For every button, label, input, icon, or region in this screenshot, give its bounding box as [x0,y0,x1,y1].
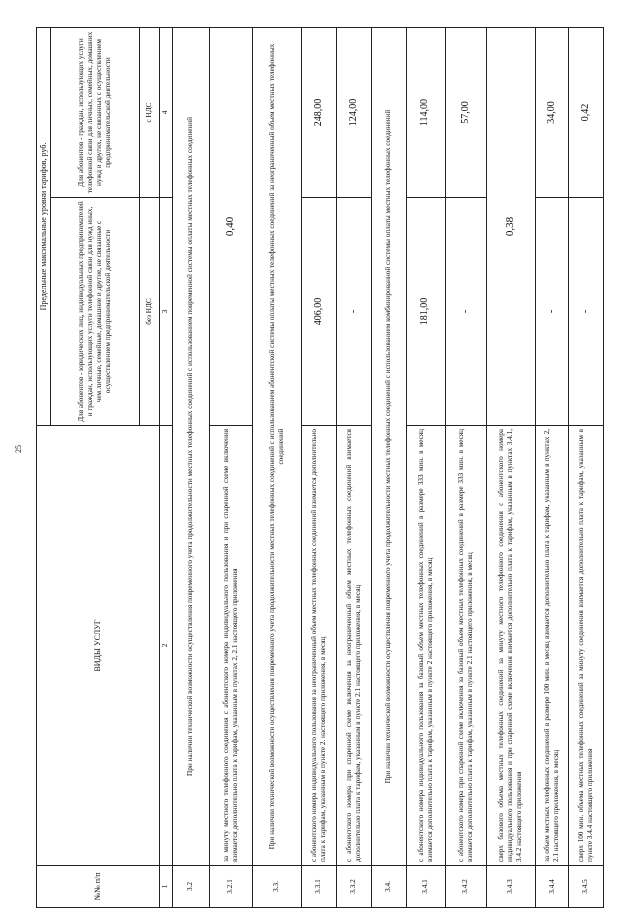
row-description: с абонентского номера при спаренной схеме включения за неограниченный объем местных телефонных соединений взимается дополнительно плата к тарифам, указанным в пункте 2.1 настоящего приложения, в месяц [336,426,371,866]
table-row-3-4-1 [406,28,445,908]
section-heading: При наличии технической возможности осуществления повременного учета продолжительности местных телефонных соединений с использованием абонентской системы оплаты местных телефонных соединений за неограниченный объем местных телефонных соединений [252,28,301,866]
table-row-3-4 [371,28,406,908]
row-number: 3.3.2 [336,866,371,908]
tariff-value-with-vat: 34,00 [536,28,569,198]
table-row-3-3-2 [336,28,371,908]
table-row-3-2 [172,28,209,908]
header-row-tariffs [37,28,51,908]
page-number: 25 [14,445,23,453]
row-number: 3.4.5 [568,866,603,908]
table-row-3-3 [252,28,301,908]
row-number: 3.4. [371,866,406,908]
header-services: ВИДЫ УСЛУГ [37,426,160,866]
tariff-value-with-vat: 57,00 [445,28,486,198]
row-number: 3.2 [172,866,209,908]
col-number-3: 3 [160,198,172,426]
table-row-3-2-1 [209,28,252,908]
rotated-document [36,28,604,908]
row-description: с абонентского номера при спаренной схеме включения за базовый объем местных телефонных соединений в размере 333 мин. в месяц взимается дополнительно плата к тарифам, указанным в пункте 2.1 настоящего приложения, в месяц [445,426,486,866]
tariff-value-without-vat: 181,00 [406,198,445,426]
section-heading: При наличии технической возможности осуществления повременного учета продолжительности местных телефонных соединений с использованием комбинированной системы оплаты местных телефонных соединений [371,28,406,866]
tariff-value-without-vat: - [568,198,603,426]
tariff-value-with-vat: 124,00 [336,28,371,198]
header-without-vat: без НДС [139,198,160,426]
col-number-4: 4 [160,28,172,198]
tariff-table [36,27,604,908]
row-number: 3.3.1 [301,866,336,908]
row-description: за минуту местного телефонного соединения с абонентского номера индивидуального пользования и при спаренной схеме включения взимается дополнительно плата к тарифам, указанным в пунктах 2, 2.1 настоящего приложения [209,426,252,866]
header-row-colnums [160,28,172,908]
table-row-3-4-4 [536,28,569,908]
tariff-value-without-vat: 406,00 [301,198,336,426]
col-number-2: 2 [160,426,172,866]
tariff-value-without-vat: - [536,198,569,426]
header-group-citizens: Для абонентов - граждан, использующих услуги телефонной связи для личных, семейных, домашних нужд и других, не связанных с осуществлением предпринимательской деятельности [51,28,139,198]
table-row-3-3-1 [301,28,336,908]
row-description: с абонентского номера индивидуального пользования за неограниченный объем местных телефонных соединений взимается дополнительно плата к тарифам, указанным в пункте 2. настоящего приложения, в месяц [301,426,336,866]
row-number: 3.4.3 [486,866,535,908]
row-number: 3.4.1 [406,866,445,908]
tariff-value-without-vat: - [445,198,486,426]
row-description: за объем местных телефонных соединений в размере 100 мин. в месяц взимается дополнительно плата к тарифам, указанным в пунктах 2, 2.1 настоящего приложения, в месяц [536,426,569,866]
header-tariffs: Предельные максимальные уровни тарифов, руб. [37,28,51,426]
row-description: с абонентского номера индивидуального пользования за базовый объем местных телефонных соединений в размере 333 мин. в месяц взимается дополнительно плата к тарифам, указанным в пункте 2 настоящего приложения, в месяц [406,426,445,866]
table-row-3-4-3 [486,28,535,908]
col-number-1: 1 [160,866,172,908]
row-number: 3.4.2 [445,866,486,908]
table-row-3-4-5 [568,28,603,908]
tariff-value-with-vat: 114,00 [406,28,445,198]
row-number: 3.3. [252,866,301,908]
tariff-value-without-vat: - [336,198,371,426]
row-number: 3.2.1 [209,866,252,908]
tariff-value: 0,40 [209,28,252,426]
row-description: сверх базового объема местных телефонных соединений за минуту местного телефонного соединения с абонентского номера индивидуального пользования и при спаренной схеме включения взимается дополнительно плата к тарифам, указанным в пунктах 3.4.1, 3.4.2 настоящего приложения [486,426,535,866]
tariff-value: 0,38 [486,28,535,426]
section-heading: При наличии технической возможности осуществления повременного учета продолжительности местных телефонных соединений с использованием повременной системы оплаты местных телефонных соединений [172,28,209,866]
tariff-value-with-vat: 248,00 [301,28,336,198]
header-with-vat: с НДС [139,28,160,198]
row-number: 3.4.4 [536,866,569,908]
row-description: сверх 100 мин. объема местных телефонных соединений за минуту соединения взимается дополнительно плата к тарифам, указанным в пункте 3.4.4 настоящего приложения [568,426,603,866]
header-group-legal: Для абонентов - юридических лиц, индивидуальных предпринимателей и граждан, использующих услуги телефонной связи для нужд иных, чем личные, семейные, домашние и другие, не связанные с осуществлением предпринимательской деятельности [51,198,139,426]
table-row-3-4-2 [445,28,486,908]
header-num: №№ п/п [37,866,160,908]
tariff-value-with-vat: 0,42 [568,28,603,198]
